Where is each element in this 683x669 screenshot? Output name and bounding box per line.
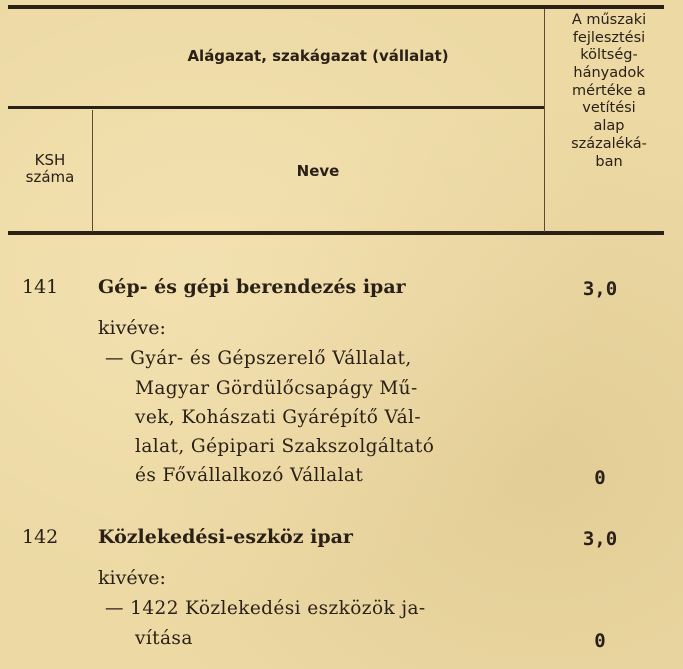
header-ksh-label-line1: KSH <box>34 151 66 169</box>
header-ksh-label-line2: száma <box>25 167 75 186</box>
top-rule <box>8 5 664 9</box>
header-bottom-rule <box>8 231 664 235</box>
header-name-label: Neve <box>296 162 340 180</box>
header-rate-line: A műszaki <box>571 12 647 28</box>
row-142-exception-line: — 1422 Közlekedési eszközök ja- <box>105 598 426 619</box>
header-rate-line: költség- <box>580 47 638 64</box>
row-142-exception-line: vítása <box>135 628 193 649</box>
header-rate-line: vetítési <box>582 100 636 117</box>
header-rate-line: hányadok <box>573 65 645 82</box>
row-141-except-label: kivéve: <box>98 317 166 339</box>
header-rate-line: alap <box>593 118 625 135</box>
row-141-value: 3,0 <box>582 278 618 300</box>
row-142-name: Közlekedési-eszköz ipar <box>98 526 353 548</box>
row-141-code: 141 <box>22 276 59 298</box>
row-141-exception-line: lalat, Gépipari Szakszolgáltató <box>135 436 435 457</box>
header-rate-label <box>544 12 674 171</box>
header-divider-rule <box>8 106 544 109</box>
header-rate-line: ban <box>595 153 623 170</box>
row-141-exception-line: Magyar Gördülőcsapágy Mű- <box>135 378 418 399</box>
row-142-value: 3,0 <box>582 528 618 550</box>
header-rate-line: mértéke a <box>572 82 646 99</box>
row-141-exception-line: vek, Kohászati Gyárépítő Vál- <box>135 407 422 428</box>
row-141-exception-value: 0 <box>594 467 606 489</box>
row-142-code: 142 <box>22 526 59 548</box>
row-141-name: Gép- és gépi berendezés ipar <box>98 276 406 298</box>
row-141-exception-line: — Gyár- és Gépszerelő Vállalat, <box>105 348 412 369</box>
row-141-exception-line: és Fővállalkozó Vállalat <box>135 465 364 486</box>
row-142-exception-value: 0 <box>594 630 606 652</box>
header-rate-line: százaléká- <box>571 135 647 152</box>
header-rate-line: fejlesztési <box>572 29 646 46</box>
row-142-except-label: kivéve: <box>98 567 166 589</box>
header-group-label: Alágazat, szakágazat (vállalat) <box>187 47 449 65</box>
header-ksh-label <box>8 152 92 185</box>
